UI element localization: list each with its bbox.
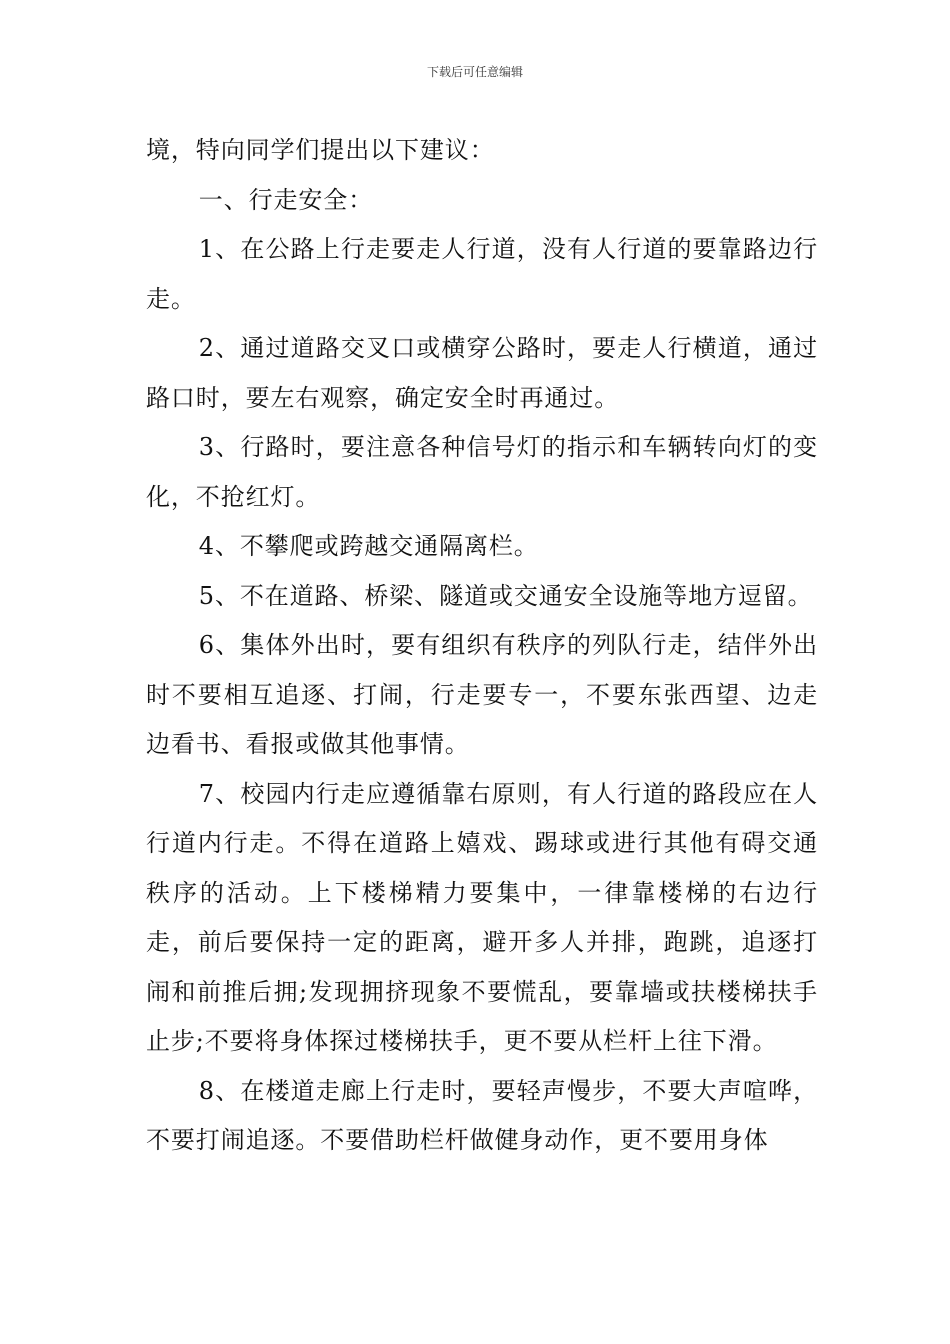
document-body — [146, 126, 818, 1166]
list-item-5: 5、不在道路、桥梁、隧道或交通安全设施等地方逗留。 — [198, 581, 813, 610]
list-item-6: 6、集体外出时，要有组织有秩序的列队行走，结伴外出时不要相互追逐、打闹，行走要专一，不要东张西望、边走边看书、看报或做其他事情。 — [146, 631, 818, 758]
page-header: 下载后可任意编辑 — [426, 65, 523, 79]
list-item-3: 3、行路时，要注意各种信号灯的指示和车辆转向灯的变化，不抢红灯。 — [146, 433, 818, 511]
paragraph-continuation: 境，特向同学们提出以下建议： — [146, 136, 495, 164]
list-item-8: 8、在楼道走廊上行走时，要轻声慢步，不要大声喧哗，不要打闹追逐。不要借助栏杆做健身动作，更不要用身体 — [146, 1076, 818, 1154]
list-item-7: 7、校园内行走应遵循靠右原则，有人行道的路段应在人行道内行走。不得在道路上嬉戏、踢球或进行其他有碍交通秩序的活动。上下楼梯精力要集中，一律靠楼梯的右边行走，前后要保持一定的距离，避开多人并排，跑跳，追逐打闹和前推后拥;发现拥挤现象不要慌乱，要靠墙或扶楼梯扶手止步;不要将身体探过楼梯扶手，更不要从栏杆上往下滑。 — [146, 779, 818, 1055]
list-item-1: 1、在公路上行走要走人行道，没有人行道的要靠路边行走。 — [146, 235, 818, 313]
list-item-2: 2、通过道路交叉口或横穿公路时，要走人行横道，通过路口时，要左右观察，确定安全时再通过。 — [146, 334, 818, 412]
section-heading-walking-safety: 一、行走安全： — [198, 185, 374, 214]
list-item-4: 4、不攀爬或跨越交通隔离栏。 — [198, 532, 539, 560]
